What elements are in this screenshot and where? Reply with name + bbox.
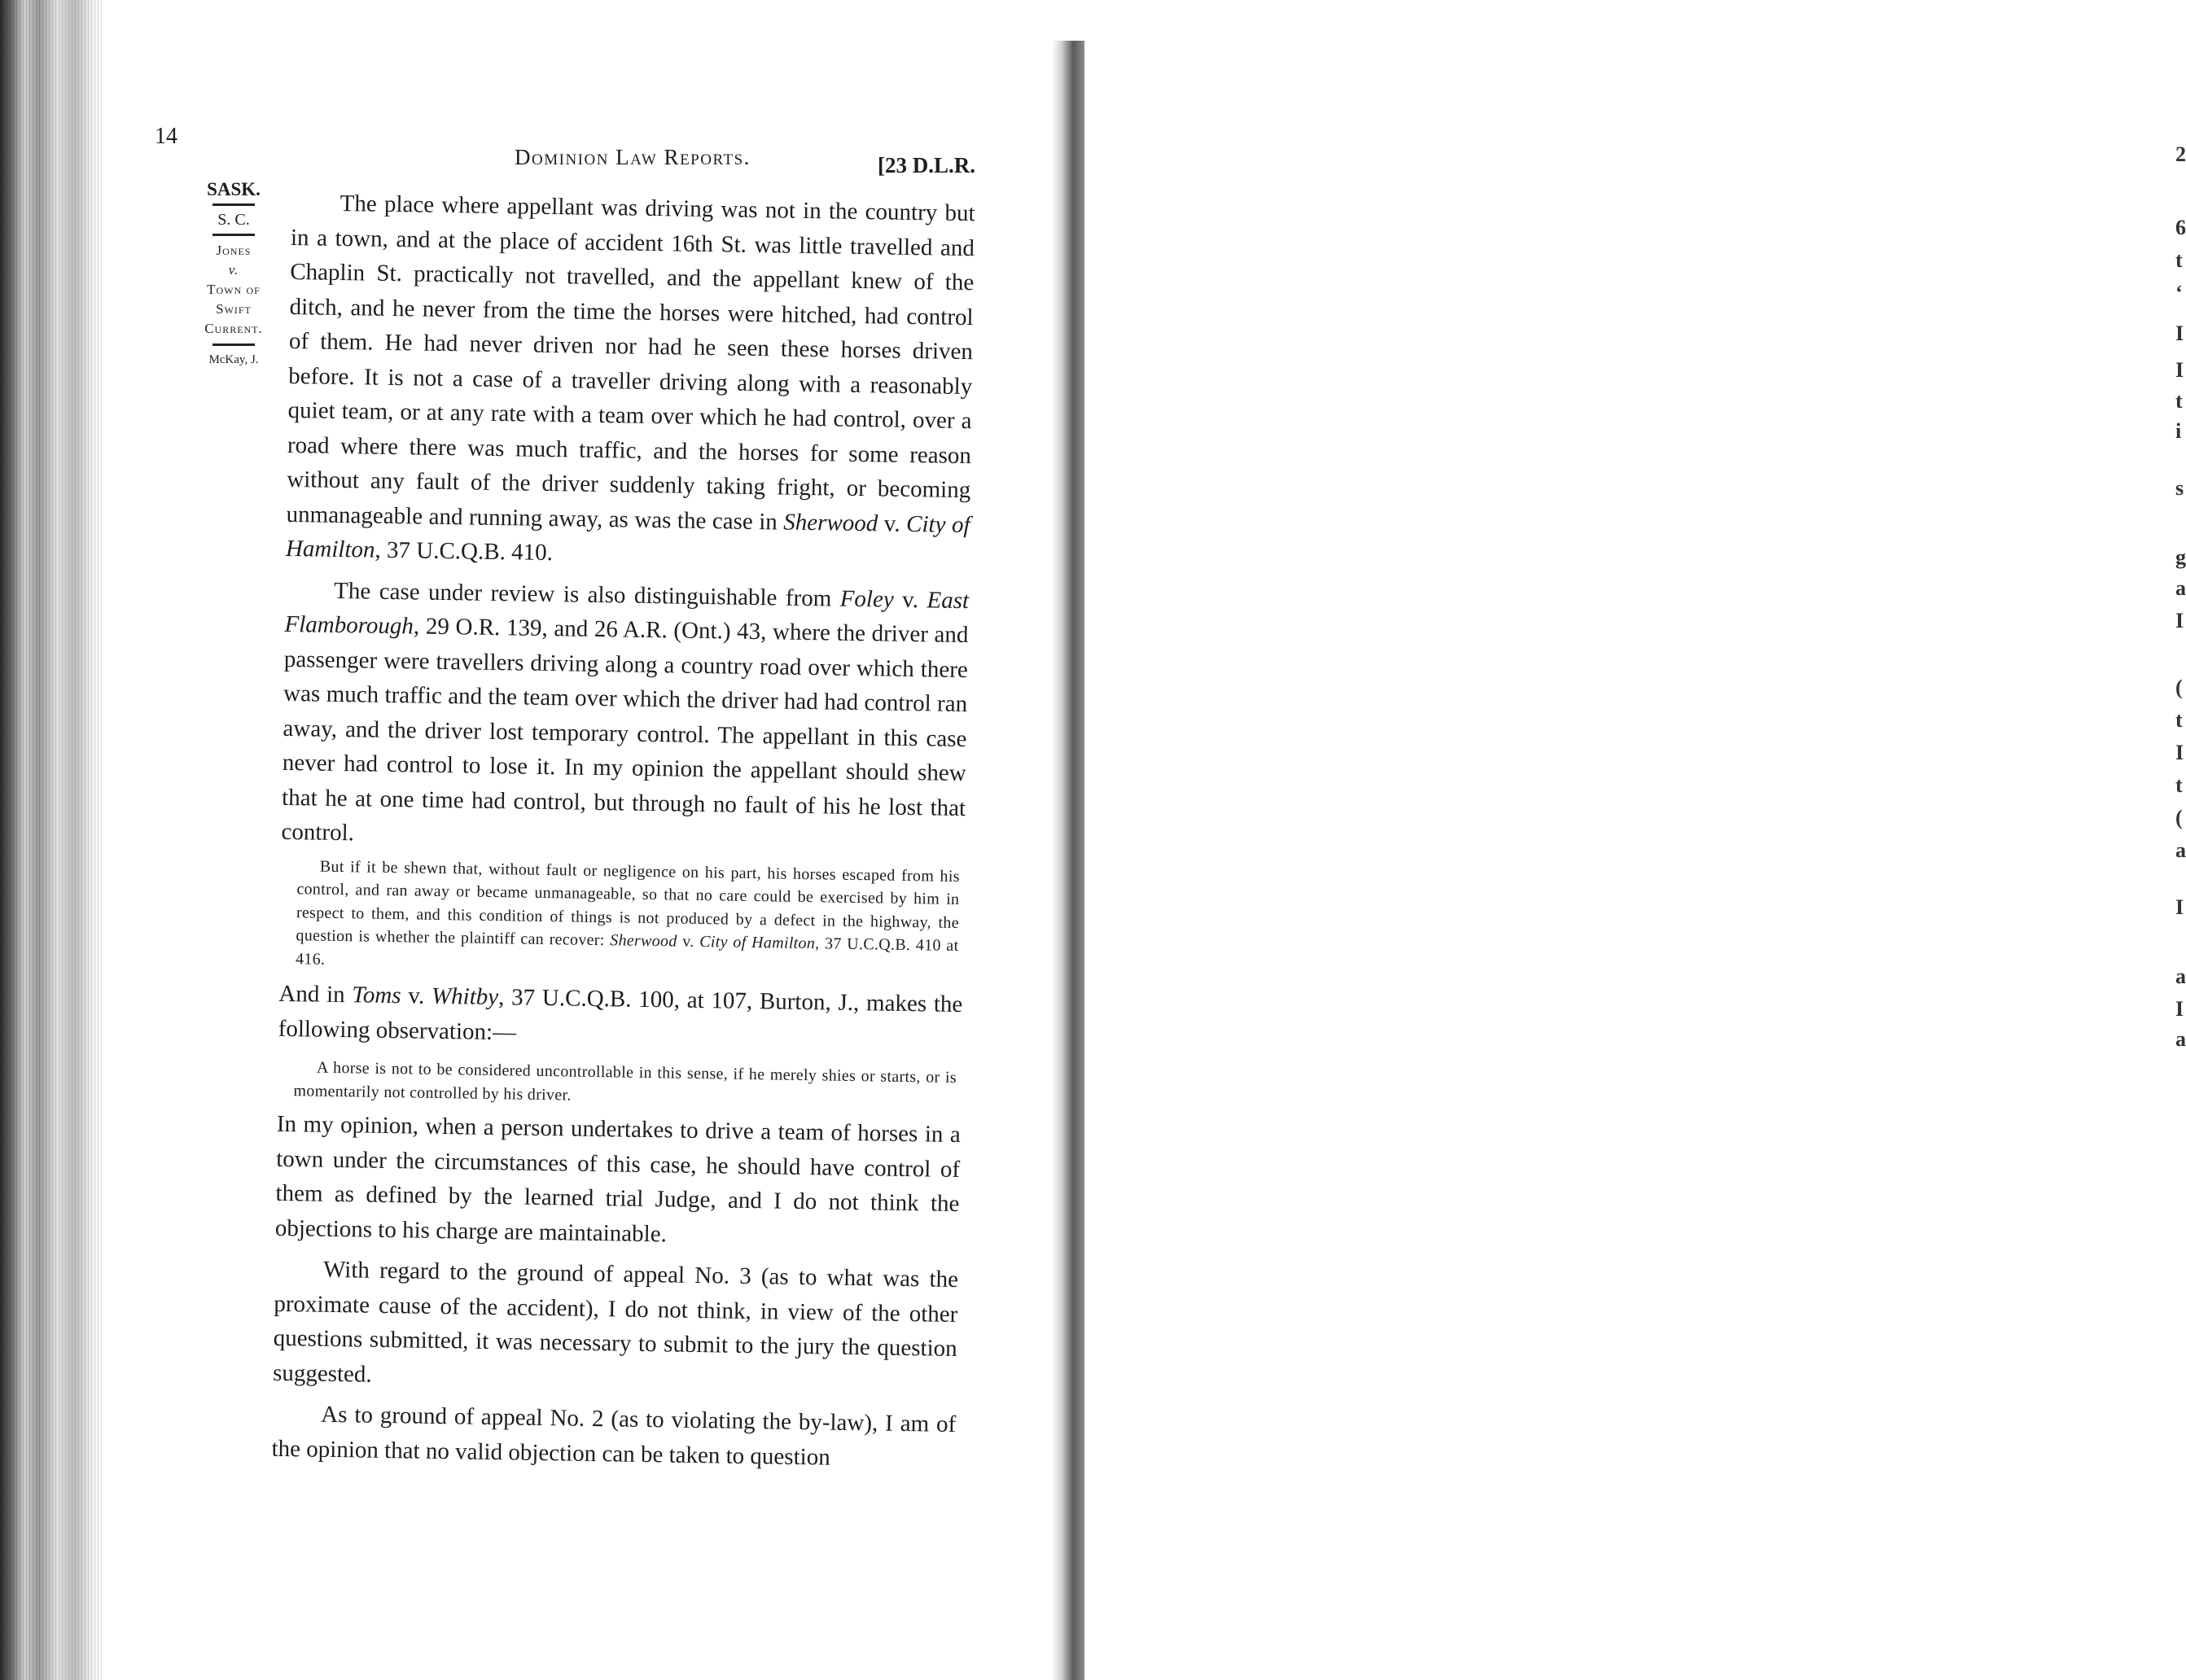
judge-name: McKay, J. xyxy=(208,353,259,366)
facing-page-char: i xyxy=(2175,419,2182,443)
block-quote-2: A horse is not to be considered uncontrollable in this sense, if he merely shies or starts, or is momentarily not controlled by his driver. xyxy=(293,1058,957,1105)
facing-page-char: I xyxy=(2175,322,2184,345)
volume-reference: [23 D.L.R. xyxy=(878,153,975,177)
facing-page-char: a xyxy=(2175,838,2186,862)
facing-page-char: I xyxy=(2175,997,2184,1021)
case-name xyxy=(181,241,287,339)
case-citation: Toms xyxy=(352,982,401,1009)
paragraph-5: With regard to the ground of appeal No. 3 (as to what was the proximate cause of the accident), I do not think, in view of the other questions submitted, it was necessary to submit to the jury the question suggested. xyxy=(272,1256,959,1388)
facing-page-char: g xyxy=(2175,545,2186,569)
facing-page-char: I xyxy=(2175,741,2184,764)
facing-page-char: ( xyxy=(2175,806,2183,829)
facing-page-char: t xyxy=(2175,708,2183,732)
case-citation: City of Hamilton xyxy=(699,932,816,953)
side-rule xyxy=(212,234,255,236)
case-citation: Sherwood xyxy=(783,509,878,536)
paragraph-text: The place where appellant was driving was not in the country but in a town, and at the place of accident 16th St. was little travelled and Chaplin St. practically not travelled, and the appellant knew of the ditch, and he never from the time the horses were hitched, had control of them. He had never driven nor had he seen these horses driven before. It is not a case of a traveller driving along with a reasonably quiet team, or at any rate with a team over which he had control, over a road where there was much traffic, and the horses for some reason without any fault of the driver suddenly taking fright, or becoming unmanageable and running away, as was the case in xyxy=(286,190,975,536)
paragraph-text: , 29 O.R. 139, and 26 A.R. (Ont.) 43, where the driver and passenger were travellers driving along a country road over which there was much traffic and the team over which the driver had had control ran away, and the driver lost temporary control. The appellant in this case never had control to lose it. In my opinion the appellant should shew that he at one time had control, but through no fault of his he lost that control. xyxy=(281,613,969,847)
case-citation: Whitby xyxy=(431,982,499,1011)
case-citation: Foley xyxy=(839,585,895,613)
facing-page-char: t xyxy=(2175,773,2183,797)
running-title: Dominion Law Reports. xyxy=(515,145,751,169)
facing-page-char: I xyxy=(2175,895,2184,919)
paragraph-text: And in xyxy=(278,980,353,1008)
facing-page-char: a xyxy=(2175,576,2186,600)
citation: , 37 U.C.Q.B. 410 at 416. xyxy=(295,934,959,969)
paragraph-2 xyxy=(281,572,969,860)
court-division: S. C. xyxy=(217,211,250,229)
versus: v. xyxy=(893,586,927,613)
book-binding xyxy=(0,0,104,1680)
block-quote-1 xyxy=(296,855,960,981)
case-citation: City of Hamilton xyxy=(285,510,970,563)
paragraph-3 xyxy=(278,977,962,1057)
case-party-2-line-3: Current. xyxy=(204,321,263,336)
main-text xyxy=(271,186,975,1477)
versus: v. xyxy=(677,932,700,951)
citation: , 37 U.C.Q.B. 410. xyxy=(375,536,554,567)
case-versus: v. xyxy=(228,262,239,278)
versus: v. xyxy=(878,510,907,537)
facing-page-char: 6 xyxy=(2175,216,2186,239)
facing-page-char: s xyxy=(2175,476,2184,500)
paragraph-text: , 37 U.C.Q.B. 100, at 107, Burton, J., makes the following observation:— xyxy=(278,984,963,1045)
paragraph-text: The case under review is also distinguishable from xyxy=(333,577,840,612)
case-party-2-line-2: Swift xyxy=(216,301,252,317)
facing-page-char: ‘ xyxy=(2175,281,2183,304)
facing-page-char: t xyxy=(2175,248,2183,272)
facing-page-char: a xyxy=(2175,965,2186,988)
versus: v. xyxy=(401,982,432,1009)
page-number: 14 xyxy=(155,124,177,149)
facing-page-edge xyxy=(1084,0,2186,1680)
side-notes xyxy=(181,181,287,369)
facing-page-char: ( xyxy=(2175,676,2183,699)
page-gutter-shadow xyxy=(1052,41,1084,1680)
facing-page-char: I xyxy=(2175,609,2184,632)
case-citation: East Flamborough xyxy=(284,586,970,640)
paragraph-1 xyxy=(286,186,975,577)
court-province: SASK. xyxy=(207,179,261,199)
facing-page-char: I xyxy=(2175,358,2184,382)
paragraph-4: In my opinion, when a person undertakes to drive a team of horses in a town under the circumstances of this case, he should have control of them as defined by the learned trial Judge, and I do not think the objections to his charge are maintainable. xyxy=(274,1110,962,1247)
facing-page-char: t xyxy=(2175,389,2183,413)
case-party-1: Jones xyxy=(216,243,252,258)
case-party-2-line-1: Town of xyxy=(207,282,261,297)
side-rule xyxy=(212,203,255,206)
facing-page-char: 2 xyxy=(2175,142,2186,166)
quote-text: But if it be shewn that, without fault or negligence on his part, his horses escaped from his control, and ran away or became unmanageable, so that no care could be exercised by him in respect to them, and this condition of things is not produced by a defect in the highway, the question is whether the plaintiff can recover: xyxy=(296,857,960,950)
facing-page-char: a xyxy=(2175,1027,2186,1051)
side-rule xyxy=(212,343,255,346)
case-citation: Sherwood xyxy=(610,931,677,951)
paragraph-6: As to ground of appeal No. 2 (as to violating the by-law), I am of the opinion that no valid objection can be taken to question xyxy=(271,1401,957,1471)
